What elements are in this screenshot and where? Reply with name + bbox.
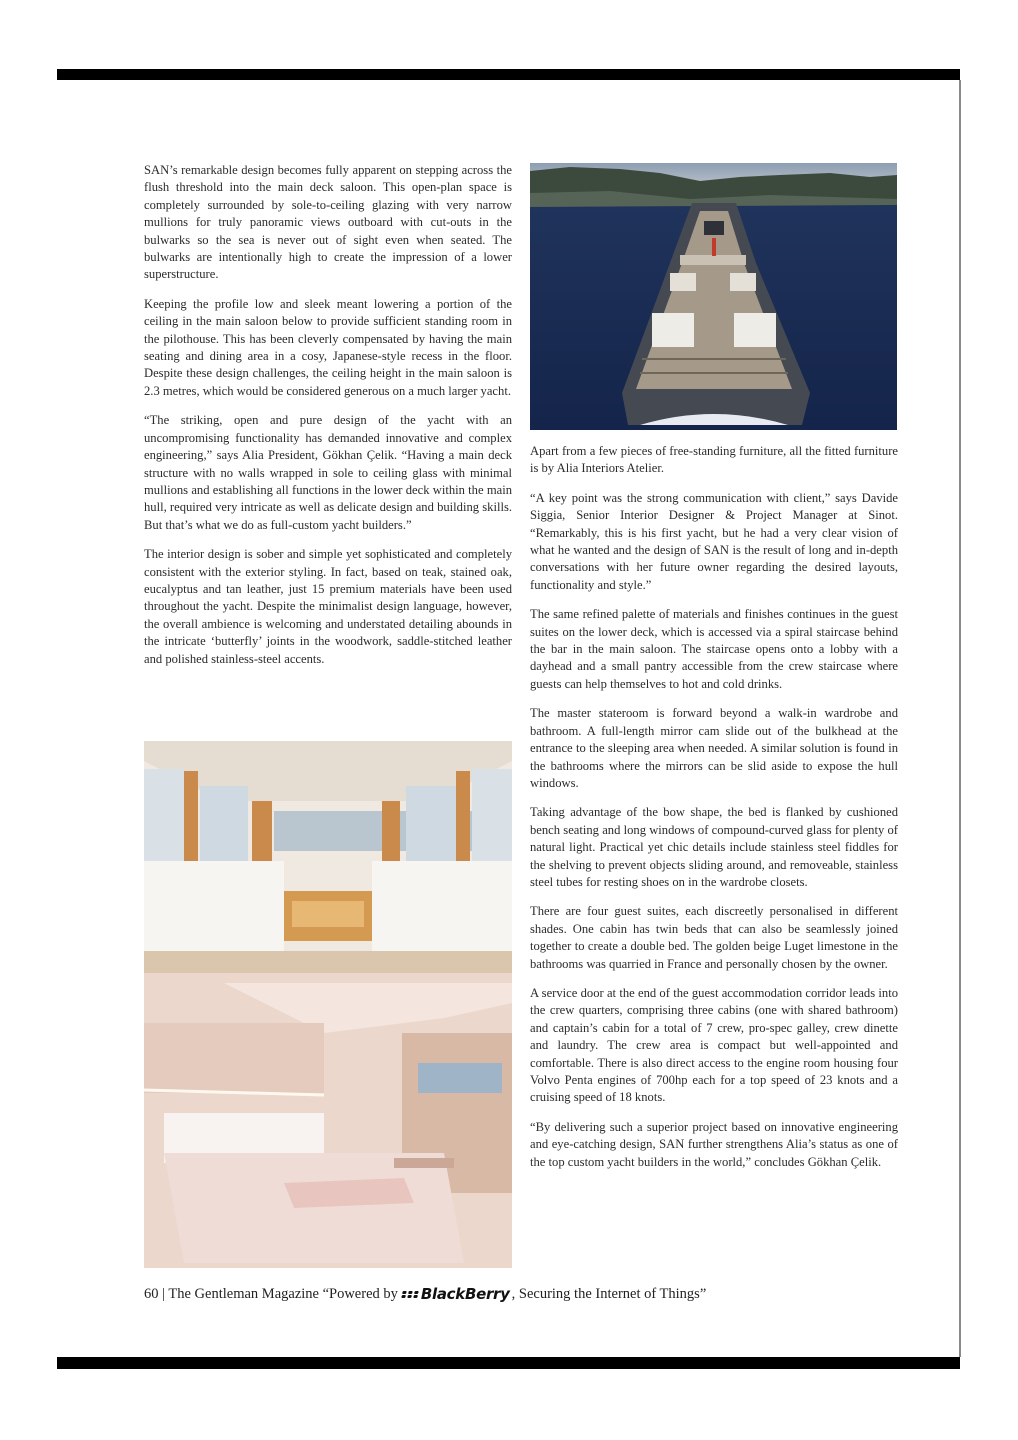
footer-tagline: , Securing the Internet of Things” [511,1285,707,1302]
photo-caption: Apart from a few pieces of free-standing furniture, all the fitted furniture is by Alia Interiors Atelier. [530,444,898,476]
footer-page-label: 60 | The Gentleman Magazine “Powered by [144,1285,398,1302]
paragraph: The same refined palette of materials and finishes continues in the guest suites on the lower deck, which is accessed via a spiral staircase behind the bar in the main saloon. The staircase opens onto a lobby with a dayhead and a small pantry accessible from the crew staircase where guests can help themselves to hot and cold drinks. [530,607,898,691]
yacht-aerial-photo [530,163,897,430]
article-left-column [144,162,512,680]
guest-cabin-photo [144,973,512,1268]
article-right-column [530,443,898,1183]
page-top-bar [57,69,960,80]
page-bottom-bar [57,1357,960,1369]
paragraph: The master stateroom is forward beyond a walk-in wardrobe and bathroom. A full-length mirror cam slide out of the bulkhead at the entrance to the sleeping area when needed. A similar solution is found in the bathrooms where the mirrors can be slid aside to expose the hull windows. [530,706,898,790]
paragraph: Taking advantage of the bow shape, the bed is flanked by cushioned bench seating and long windows of compound-curved glass for plenty of natural light. Practical yet chic details include stainless steel fiddles for the shelving to prevent objects sliding around, and removeable, stainless steel tubes for resting shoes on in the wardrobe closets. [530,805,898,889]
paragraph: A service door at the end of the guest accommodation corridor leads into the crew quarters, comprising three cabins (one with shared bathroom) and captain’s cabin for a total of 7 crew, pro-spec galley, crew dinette and laundry. The crew area is compact but well-appointed and comfortable. There is also direct access to the engine room housing four Volvo Penta engines of 700hp each for a top speed of 23 knots and a cruising speed of 18 knots. [530,985,898,1105]
paragraph: SAN’s remarkable design becomes fully apparent on stepping across the flush threshold into the main deck saloon. This open-plan space is completely surrounded by sole-to-ceiling glazing with very narrow mullions for truly panoramic views outboard with cut-outs in the bulwarks so the sea is never out of sight even when seated. The bulwarks are intentionally high to create the impression of a lower superstructure. [144,163,512,282]
paragraph: “The striking, open and pure design of the yacht with an uncompromising functionality has demanded innovative and complex engineering,” says Alia President, Gökhan Çelik. “Having a main deck structure with no walls wrapped in sole to ceiling glass with minimal mullions and establishing all functions in the lower deck within the main hull, required very intricate as well as delicate design and building skills. But that’s what we do as full-custom yacht builders.” [144,413,512,532]
paragraph: “A key point was the strong communication with client,” says Davide Siggia, Senior Interior Designer & Project Manager at Sinot. “Remarkably, this is his first yacht, but he had a very clear vision of what he wanted and the design of SAN is the result of long and in-depth conversations with her future owner regarding the desired layouts, functionality and style.” [530,490,898,592]
blackberry-icon [401,1291,418,1298]
paragraph: There are four guest suites, each discreetly personalised in different shades. One cabin has twin beds that can also be seamlessly joined together to create a double bed. The golden beige Luget limestone in the bathrooms was quarried in France and personally chosen by the owner. [530,904,898,971]
paragraph: Keeping the profile low and sleek meant lowering a portion of the ceiling in the main saloon below to provide sufficient standing room in the pilothouse. This has been cleverly compensated by having the main seating and dining area in a cosy, Japanese-style recess in the floor. Despite these design challenges, the ceiling height in the main saloon is 2.3 metres, which would be considered generous on a much larger yacht. [144,296,512,398]
main-saloon-photo [144,741,512,973]
page-right-edge [959,80,961,1357]
page-footer [144,1285,706,1303]
paragraph: “By delivering such a superior project based on innovative engineering and eye-catching design, SAN further strengthens Alia’s status as one of the top custom yacht builders in the world,” concludes Gökhan Çelik. [530,1119,898,1169]
paragraph: The interior design is sober and simple yet sophisticated and completely consistent with the exterior styling. In fact, based on teak, stained oak, eucalyptus and tan leather, just 15 premium materials have been used throughout the yacht. Despite the minimalist design language, however, the overall ambience is welcoming and understated detailing abounds in the intricate ‘butterfly’ joints in the woodwork, saddle-stitched leather and polished stainless-steel accents. [144,547,512,666]
blackberry-logo-text: BlackBerry [420,1285,510,1303]
blackberry-logo [402,1285,510,1303]
